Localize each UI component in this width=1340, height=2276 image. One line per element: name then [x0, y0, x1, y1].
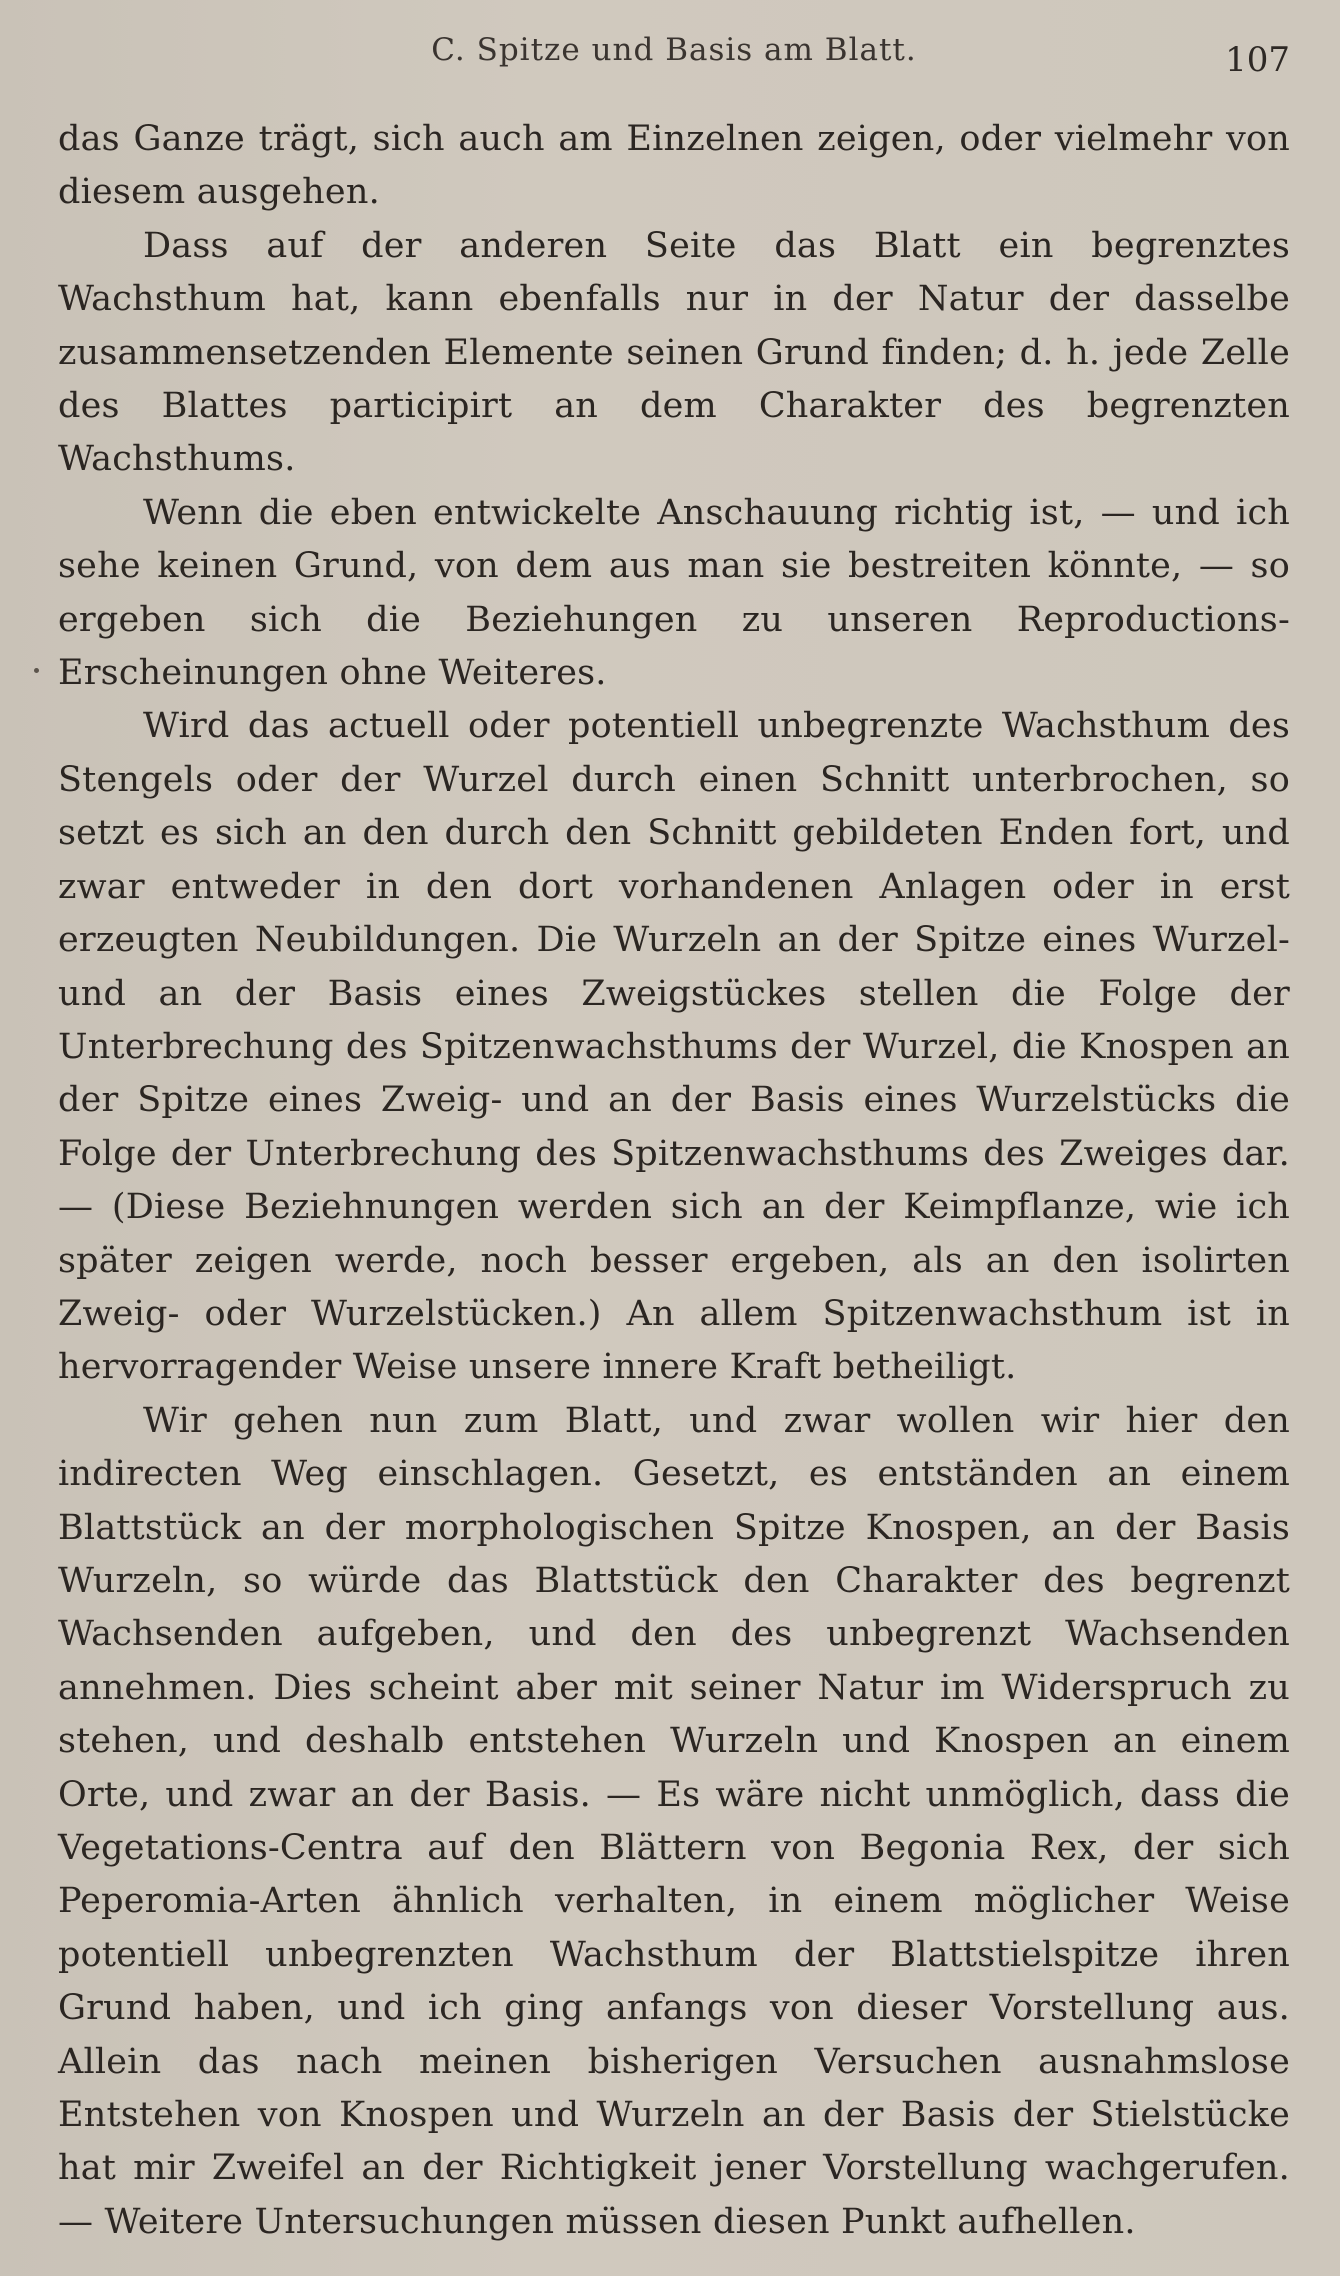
paragraph-leaf: Wir gehen nun zum Blatt, und zwar wollen wir hier den indirecten Weg einschlagen. Gesetzt, es entständen an einem Blattstück an der morphologischen Spitze Knospen, an der Basis Wurzeln, so würde das Blattstück den Charakter des begrenzt Wachsenden aufgeben, und den des unbegrenzt Wachsenden annehmen. Dies scheint aber mit seiner Natur im Widerspruch zu stehen, und deshalb entstehen Wurzeln und Knospen an einem Orte, und zwar an der Basis. — Es wäre nicht unmöglich, dass die Vegetations-Centra auf den Blättern von Begonia Rex, der sich Peperomia-Arten ähnlich verhalten, in einem möglicher Weise potentiell unbegrenzten Wachsthum der Blattstielspitze ihren Grund haben, und ich ging anfangs von dieser Vorstellung aus. Allein das nach meinen bisherigen Versuchen ausnahmslose Entstehen von Knospen und Wurzeln an der Basis der Stielstücke hat mir Zweifel an der Richtigkeit jener Vorstellung wachgerufen. — Weitere Untersuchungen müssen diesen Punkt aufhellen. — [58, 1400, 1290, 2242]
paragraph-interruption: Wird das actuell oder potentiell unbegrenzte Wachsthum des Stengels oder der Wurzel durch einen Schnitt unterbrochen, so setzt es sich an den durch den Schnitt gebildeten Enden fort, und zwar entweder in den dort vorhandenen Anlagen oder in erst erzeugten Neubildungen. Die Wurzeln an der Spitze eines Wurzel- und an der Basis eines Zweigstückes stellen die Folge der Unterbrechung des Spitzenwachsthums der Wurzel, die Knospen an der Spitze eines Zweig- und an der Basis eines Wurzelstücks die Folge der Unterbrechung des Spitzenwachsthums des Zweiges dar. — (Diese Beziehnungen werden sich an der Keimpflanze, wie ich später zeigen werde, noch besser ergeben, als an den isolirten Zweig- oder Wurzelstücken.) An allem Spitzenwachsthum ist in hervorragender Weise unsere innere Kraft betheiligt. — [58, 706, 1290, 1388]
print-speck — [34, 668, 39, 673]
paragraph-continuation: das Ganze trägt, sich auch am Einzelnen zeigen, oder vielmehr von diesem ausgehen. — [58, 119, 1290, 213]
running-head: C. Spitze und Basis am Blatt. — [431, 32, 917, 68]
paragraph-view: Wenn die eben entwickelte Anschauung richtig ist, — und ich sehe keinen Grund, von dem aus man sie bestreiten könnte, — so ergeben sich die Beziehungen zu unseren Reproductions-Erscheinungen ohne Weiteres. — [58, 492, 1290, 694]
body-text — [58, 113, 1290, 2249]
page-header — [58, 28, 1290, 88]
page-number: 107 — [1225, 40, 1290, 80]
paragraph-limited-growth: Dass auf der anderen Seite das Blatt ein begrenztes Wachsthum hat, kann ebenfalls nur in der Natur der dasselbe zusammensetzenden Elemente seinen Grund finden; d. h. jede Zelle des Blattes participirt an dem Charakter des begrenzten Wachsthums. — [58, 225, 1290, 480]
